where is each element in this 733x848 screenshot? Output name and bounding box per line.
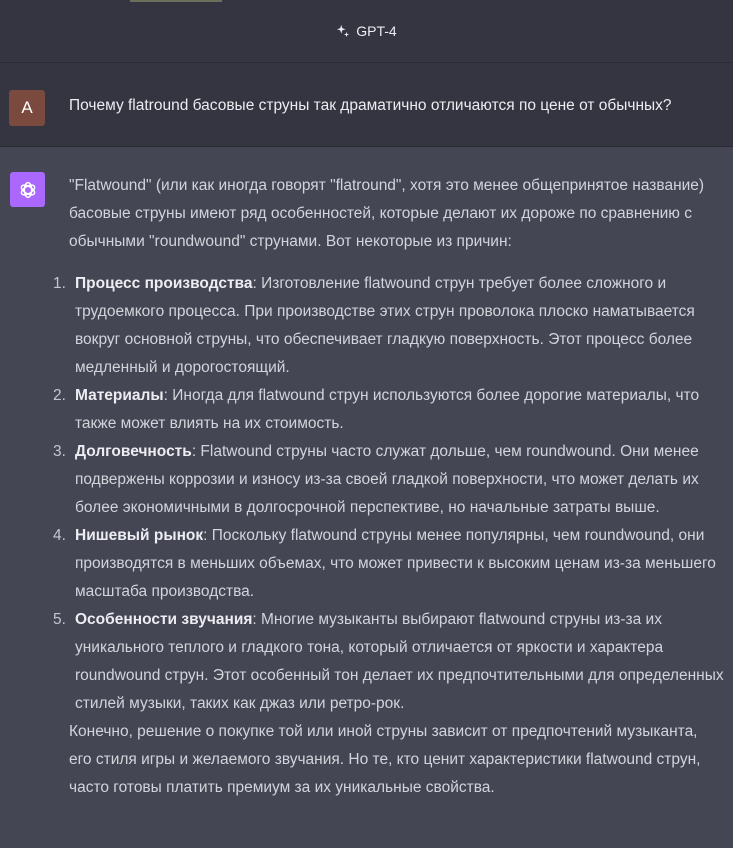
user-avatar: A	[9, 90, 45, 126]
list-item-text: : Поскольку flatwound струны менее популярны, чем roundwound, они производятся в меньших объемах, что может привести к высоким ценам из-за меньшего масштаба производства.	[75, 527, 716, 600]
assistant-intro: "Flatwound" (или как иногда говорят "flatround", хотя это менее общепринятое название) басовые струны имеют ряд особенностей, которые делают их дороже по сравнению с обычными "roundwound" струнами. Вот некоторые из причин:	[69, 177, 705, 250]
list-item-text: : Многие музыканты выбирают flatwound струны из-за их уникального теплого и гладкого тона, который отличается от яркости и характера roundwound струн. Этот особенный тон делает их предпочтительными для определенных стилей музыки, таких как джаз или ретро-рок.	[75, 611, 724, 712]
model-label: GPT-4	[356, 23, 397, 39]
list-item: 3. Долговечность: Flatwound струны часто служат дольше, чем roundwound. Они менее подвержены коррозии и износу из-за своей гладкой поверхности, что может делать их более экономичными в долгосрочной перспективе, но начальные затраты выше.	[53, 443, 699, 516]
assistant-message	[53, 172, 724, 802]
scroll-accent	[130, 0, 222, 2]
sparkle-icon	[336, 24, 350, 38]
list-item: 2. Материалы: Иногда для flatwound струн используются более дорогие материалы, что также может влиять на их стоимость.	[53, 387, 700, 432]
assistant-message-row	[0, 147, 733, 802]
list-item-title: Нишевый рынок	[75, 527, 204, 544]
list-item-title: Материалы	[75, 387, 164, 404]
list-item-title: Долговечность	[75, 443, 192, 460]
model-selector[interactable]	[336, 23, 396, 39]
assistant-outro: Конечно, решение о покупке той или иной струны зависит от предпочтений музыканта, его стиля игры и желаемого звучания. Но те, кто ценит характеристики flatwound струн, часто готовы платить премиум за их уникальные свойства.	[69, 723, 701, 796]
list-item-title: Особенности звучания	[75, 611, 253, 628]
list-item: 5. Особенности звучания: Многие музыканты выбирают flatwound струны из-за их уникального теплого и гладкого тона, который отличается от яркости и характера roundwound струн. Этот особенный тон делает их предпочтительными для определенных стилей музыки, таких как джаз или ретро-рок.	[53, 611, 724, 712]
list-item-text: : Изготовление flatwound струн требует более сложного и трудоемкого процесса. При производстве этих струн проволока плоско наматывается вокруг основной струны, что обеспечивает гладкую поверхность. Этот процесс более медленный и дорогостоящий.	[75, 275, 695, 376]
list-item-text: : Flatwound струны часто служат дольше, чем roundwound. Они менее подвержены коррозии и износу из-за своей гладкой поверхности, что может делать их более экономичными в долгосрочной перспективе, но начальные затраты выше.	[75, 443, 699, 516]
list-item: 4. Нишевый рынок: Поскольку flatwound струны менее популярны, чем roundwound, они производятся в меньших объемах, что может привести к высоким ценам из-за меньшего масштаба производства.	[53, 527, 716, 600]
list-item: 1. Процесс производства: Изготовление flatwound струн требует более сложного и трудоемкого процесса. При производстве этих струн проволока плоско наматывается вокруг основной струны, что обеспечивает гладкую поверхность. Этот процесс более медленный и дорогостоящий.	[53, 275, 695, 376]
list-item-title: Процесс производства	[75, 275, 253, 292]
openai-logo-icon	[10, 172, 45, 207]
top-bar	[0, 0, 733, 63]
list-item-text: : Иногда для flatwound струн используются более дорогие материалы, что также может влиять на их стоимость.	[75, 387, 700, 432]
user-message-row	[0, 63, 733, 147]
user-message: Почему flatround басовые струны так драматично отличаются по цене от обычных?	[69, 97, 672, 114]
reasons-list	[53, 270, 724, 718]
